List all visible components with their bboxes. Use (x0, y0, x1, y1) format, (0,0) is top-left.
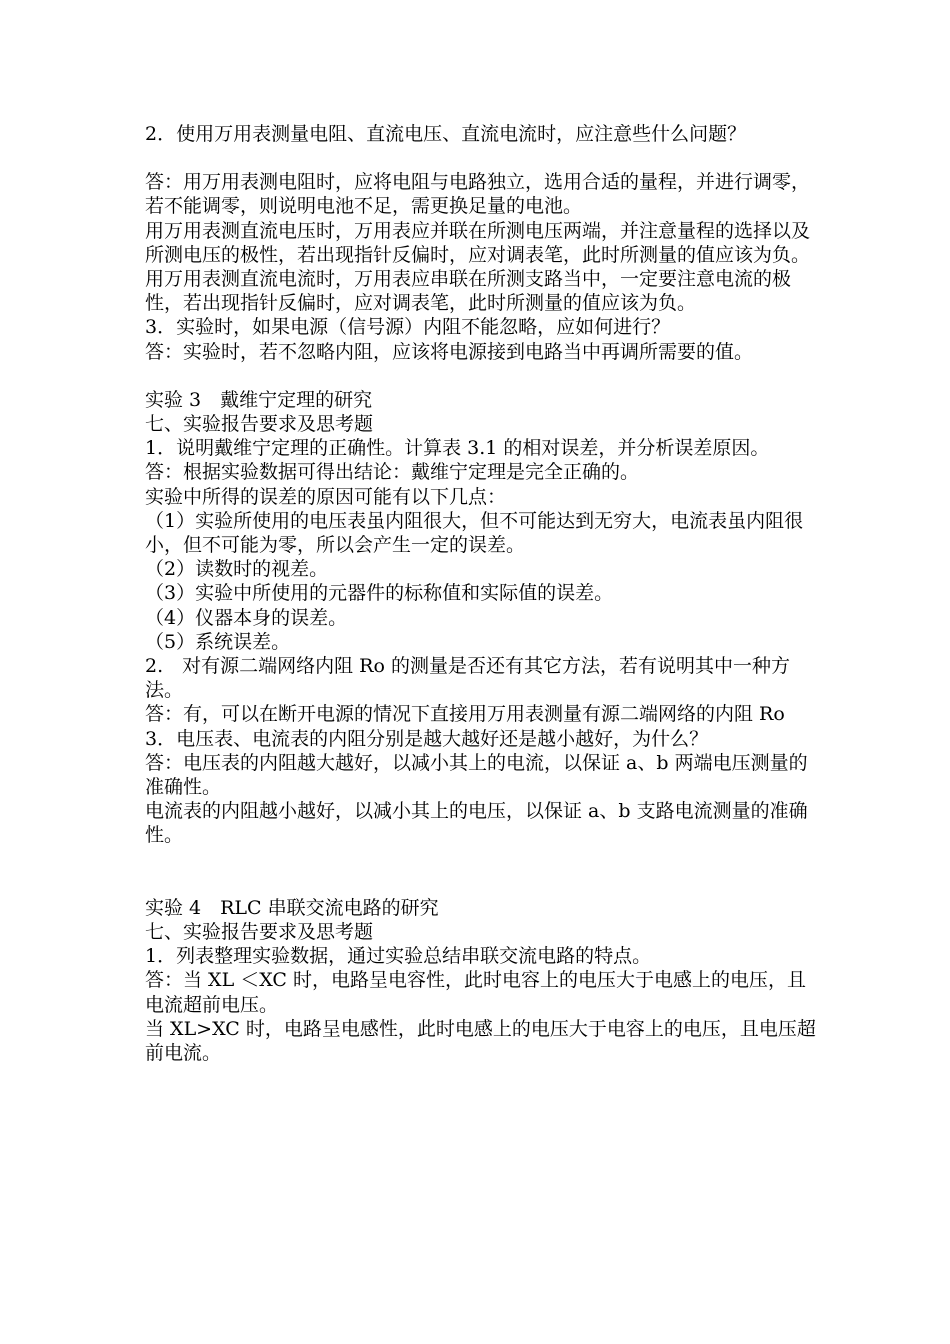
exp3-answer-2: 答：有，可以在断开电源的情况下直接用万用表测量有源二端网络的内阻 Ro (145, 703, 785, 726)
exp4-question-1: 1．列表整理实验数据，通过实验总结串联交流电路的特点。 (145, 945, 652, 968)
experiment-4-title: 实验 4 RLC 串联交流电路的研究 (145, 896, 439, 919)
blank-line (145, 146, 820, 170)
exp4-answer-inductive: 当 XL>XC 时，电路呈电感性，此时电感上的电压大于电容上的电压，且电压超前电流。 (145, 1017, 816, 1064)
exp3-question-3: 3．电压表、电流表的内阻分别是越大越好还是越小越好，为什么？ (145, 727, 709, 750)
exp3-error-1: （1）实验所使用的电压表虽内阻很大，但不可能达到无穷大，电流表虽内阻很小，但不可能为零，所以会产生一定的误差。 (145, 509, 804, 557)
question-3-source-resistance: 3．实验时，如果电源（信号源）内阻不能忽略，应如何进行？ (145, 316, 671, 339)
blank-lines (145, 848, 820, 896)
section-report-requirements-2: 七、实验报告要求及思考题 (145, 920, 374, 943)
exp3-answer-1: 答：根据实验数据可得出结论：戴维宁定理是完全正确的。 (145, 461, 640, 484)
exp3-question-1: 1．说明戴维宁定理的正确性。计算表 3.1 的相对误差，并分析误差原因。 (145, 437, 770, 460)
question-2-multimeter: 2．使用万用表测量电阻、直流电压、直流电流时，应注意些什么问题？ (145, 123, 747, 145)
exp3-error-2: （2）读数时的视差。 (145, 558, 329, 581)
blank-line (145, 364, 820, 388)
exp3-answer-3-ammeter: 电流表的内阻越小越好，以减小其上的电压，以保证 a、b 支路电流测量的准确性。 (145, 800, 808, 847)
exp3-error-intro: 实验中所得的误差的原因可能有以下几点： (145, 485, 507, 508)
exp3-error-3: （3）实验中所使用的元器件的标称值和实际值的误差。 (145, 582, 614, 605)
answer-source-resistance: 答：实验时，若不忽略内阻，应该将电源接到电路当中再调所需要的值。 (145, 340, 754, 363)
experiment-3-title: 实验 3 戴维宁定理的研究 (145, 388, 373, 411)
answer-resistance: 答：用万用表测电阻时，应将电阻与电路独立，选用合适的量程，并进行调零，若不能调零，则说明电池不足，需更换足量的电池。 (145, 171, 811, 218)
section-report-requirements: 七、实验报告要求及思考题 (145, 413, 374, 436)
exp3-error-5: （5）系统误差。 (145, 630, 291, 653)
document-page (145, 122, 820, 1065)
answer-dc-current: 用万用表测直流电流时，万用表应串联在所测支路当中，一定要注意电流的极性，若出现指针反偏时，应对调表笔，此时所测量的值应该为负。 (145, 268, 792, 315)
exp3-error-4: （4）仪器本身的误差。 (145, 606, 348, 629)
exp4-answer-capacitive: 答：当 XL ＜XC 时，电路呈电容性，此时电容上的电压大于电感上的电压，且电流超前电压。 (145, 969, 806, 1016)
answer-dc-voltage: 用万用表测直流电压时，万用表应并联在所测电压两端，并注意量程的选择以及所测电压的极性，若出现指针反偏时，应对调表笔，此时所测量的值应该为负。 (145, 219, 811, 266)
exp3-question-2: 2. 对有源二端网络内阻 Ro 的测量是否还有其它方法，若有说明其中一种方法。 (145, 655, 790, 702)
exp3-answer-3-voltmeter: 答：电压表的内阻越大越好，以减小其上的电流，以保证 a、b 两端电压测量的准确性。 (145, 751, 808, 799)
